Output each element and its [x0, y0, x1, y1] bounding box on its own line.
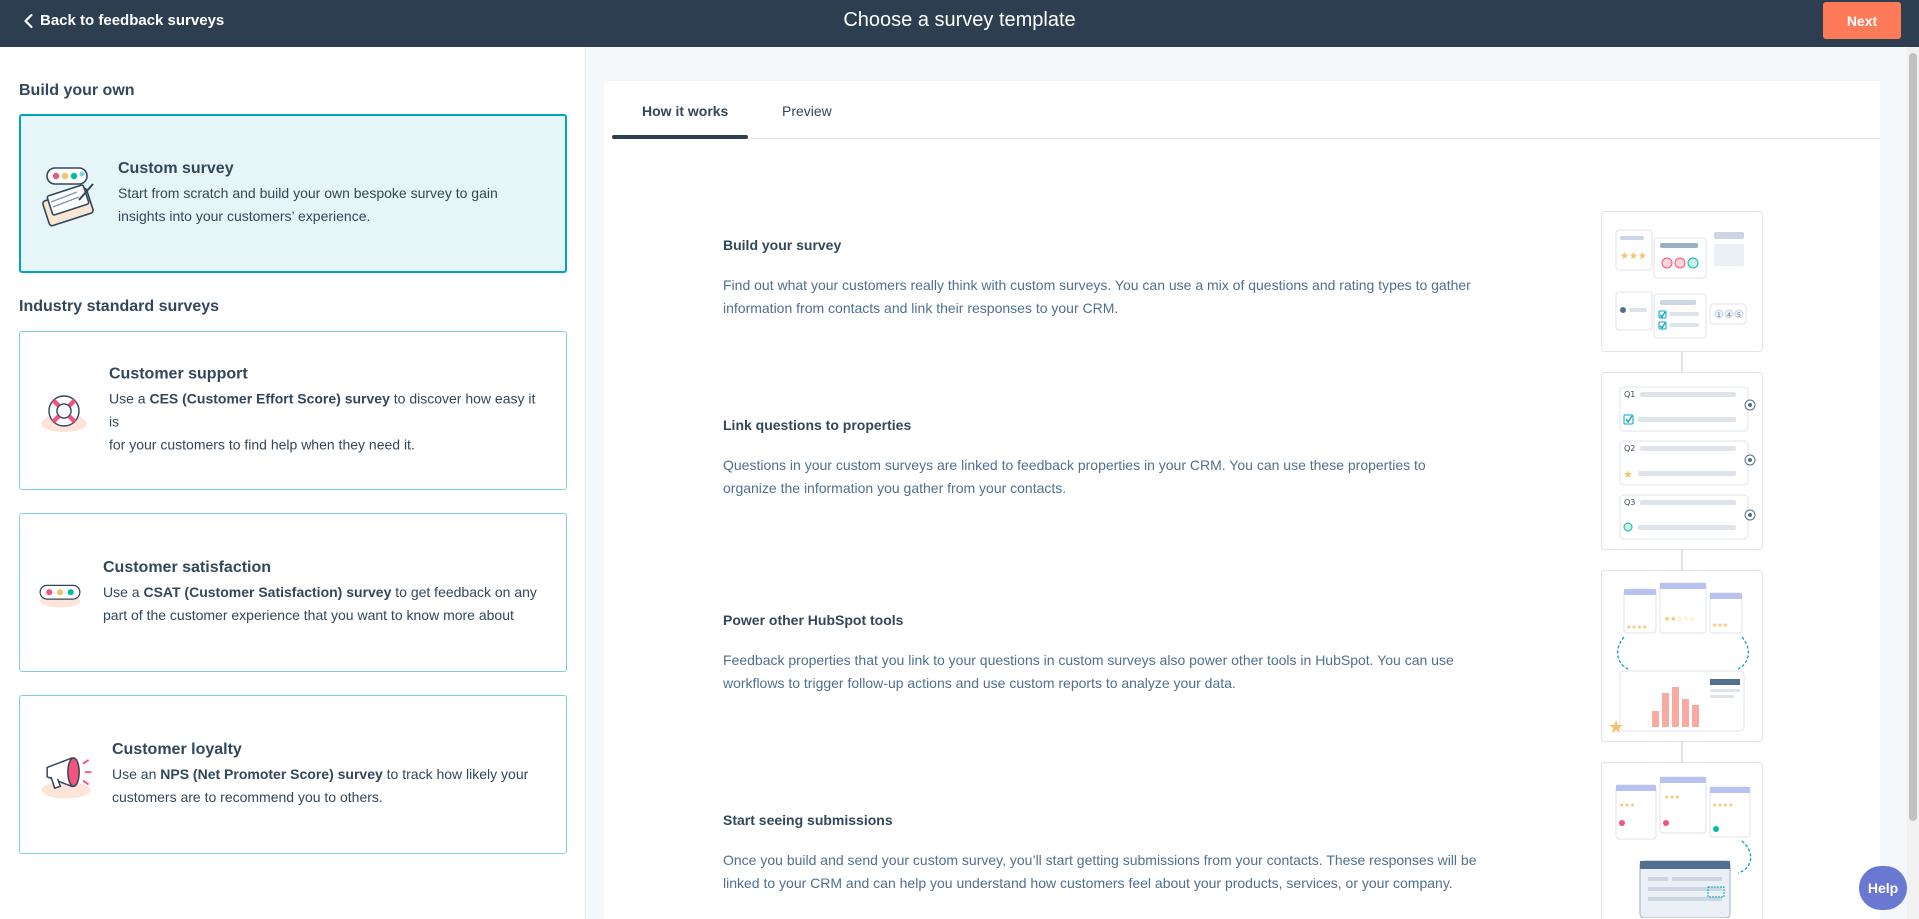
custom-survey-desc-line2: insights into your customers’ experience.: [118, 207, 371, 224]
custom-survey-title: Custom survey: [118, 159, 234, 177]
details-tabs: [612, 81, 1880, 139]
next-button[interactable]: Next: [1823, 2, 1901, 39]
question-1-label: Q1: [1624, 390, 1636, 399]
help-button[interactable]: Help: [1859, 866, 1907, 910]
customer-support-desc-pre: Use a: [109, 390, 150, 406]
customer-support-desc-post: to discover how easy it is: [109, 390, 536, 429]
question-3-label: Q3: [1624, 498, 1636, 507]
step-title: Start seeing submissions: [723, 812, 893, 828]
nps-survey-term: NPS (Net Promoter Score) survey: [160, 765, 383, 782]
timeline-connector: [1681, 550, 1683, 570]
step-start-seeing-submissions: [723, 812, 1483, 895]
csat-survey-term: CSAT (Customer Satisfaction) survey: [143, 583, 392, 600]
svg-text:★★★: ★★★: [1619, 802, 1636, 809]
customer-loyalty-card[interactable]: [19, 695, 567, 854]
submissions-illustration: [1601, 762, 1763, 919]
custom-survey-desc-line1: Start from scratch and build your own bespoke survey to gain: [118, 184, 498, 201]
step-desc-line2: linked to your CRM and can help you understand how customers feel about your products, services, or your company.: [723, 875, 1453, 891]
step-desc-line1: Once you build and send your custom survey, you’ll start getting submissions from your contacts. These responses will be: [723, 852, 1477, 868]
tab-preview[interactable]: Preview: [782, 103, 832, 119]
custom-survey-illustration-icon: [35, 160, 103, 228]
svg-text:★: ★: [1623, 468, 1633, 481]
step-power-hubspot-tools: [723, 612, 1483, 695]
page-title: Choose a survey template: [843, 9, 1076, 31]
svg-text:★★★★: ★★★★: [1626, 624, 1648, 631]
step-title: Power other HubSpot tools: [723, 612, 904, 628]
build-survey-illustration: [1601, 211, 1763, 352]
rating-faces-icon: [34, 567, 86, 619]
svg-text:★★★: ★★★: [1664, 794, 1681, 801]
step-link-questions: [723, 417, 1483, 500]
workflow-reports-icon: [1602, 571, 1762, 741]
submissions-dashboard-icon: [1602, 763, 1762, 918]
build-your-own-heading: Build your own: [19, 82, 135, 99]
timeline-connector: [1681, 352, 1683, 372]
svg-text:★★★: ★★★: [1712, 622, 1729, 629]
template-list: [0, 47, 586, 919]
step-desc-line1: Feedback properties that you link to your questions in custom surveys also power other tools in HubSpot. You can use: [723, 652, 1454, 668]
scrollbar-thumb[interactable]: [1909, 53, 1917, 821]
industry-standard-heading: Industry standard surveys: [19, 298, 220, 315]
active-tab-indicator: [612, 135, 748, 139]
svg-text:★: ★: [1608, 717, 1625, 738]
rating-number-4: 4: [1727, 312, 1731, 319]
customer-satisfaction-card[interactable]: [19, 513, 567, 672]
back-link-label: Back to feedback surveys: [40, 12, 225, 29]
rating-number-1: 1: [1717, 312, 1721, 319]
question-properties-icon: [1602, 373, 1762, 549]
custom-survey-card[interactable]: [19, 114, 567, 273]
customer-loyalty-title: Customer loyalty: [112, 740, 242, 758]
top-bar: [0, 0, 1919, 47]
megaphone-icon: [34, 743, 98, 807]
svg-text:★★★★: ★★★★: [1712, 802, 1734, 809]
timeline-connector: [1681, 742, 1683, 762]
tab-how-it-works[interactable]: How it works: [642, 103, 729, 119]
survey-builder-icon: [1602, 212, 1762, 351]
step-title: Build your survey: [723, 237, 842, 253]
step-desc-line2: organize the information you gather from your contacts.: [723, 480, 1067, 496]
step-build-your-survey: [723, 237, 1483, 320]
step-title: Link questions to properties: [723, 417, 912, 433]
customer-loyalty-desc-pre: Use an: [112, 765, 161, 782]
customer-loyalty-desc-post: to track how likely your: [382, 765, 529, 782]
step-desc-line2: workflows to trigger follow-up actions and use custom reports to analyze your data.: [723, 675, 1236, 691]
step-desc-line1: Find out what your customers really think with custom surveys. You can use a mix of questions and rating types to gather: [723, 277, 1471, 293]
customer-satisfaction-desc-post: to get feedback on any: [391, 583, 537, 600]
customer-satisfaction-desc-line2: part of the customer experience that you want to know more about: [103, 606, 514, 623]
rating-number-5: 5: [1737, 312, 1741, 319]
customer-loyalty-desc-line2: customers are to recommend you to others.: [112, 788, 383, 805]
step-desc-line1: Questions in your custom surveys are linked to feedback properties in your CRM. You can use these properties to: [723, 457, 1426, 473]
life-ring-icon: [34, 381, 94, 441]
step-desc-line2: information from contacts and link their responses to your CRM.: [723, 300, 1119, 316]
question-2-label: Q2: [1624, 444, 1636, 453]
link-properties-illustration: [1601, 372, 1763, 550]
page-scrollbar[interactable]: [1907, 47, 1919, 919]
customer-support-card[interactable]: [19, 331, 567, 490]
back-to-feedback-surveys-link[interactable]: [20, 0, 224, 41]
chevron-left-icon: [20, 12, 38, 30]
customer-satisfaction-title: Customer satisfaction: [103, 558, 272, 576]
ces-survey-term: CES (Customer Effort Score) survey: [149, 390, 390, 406]
customer-support-desc-line2: for your customers to find help when they need it.: [109, 436, 415, 452]
customer-support-title: Customer support: [109, 365, 248, 382]
svg-text:★★★: ★★★: [1620, 251, 1647, 262]
hubspot-tools-illustration: [1601, 570, 1763, 742]
svg-text:★★☆☆☆: ★★☆☆☆: [1664, 615, 1696, 623]
customer-satisfaction-desc-pre: Use a: [103, 583, 144, 600]
